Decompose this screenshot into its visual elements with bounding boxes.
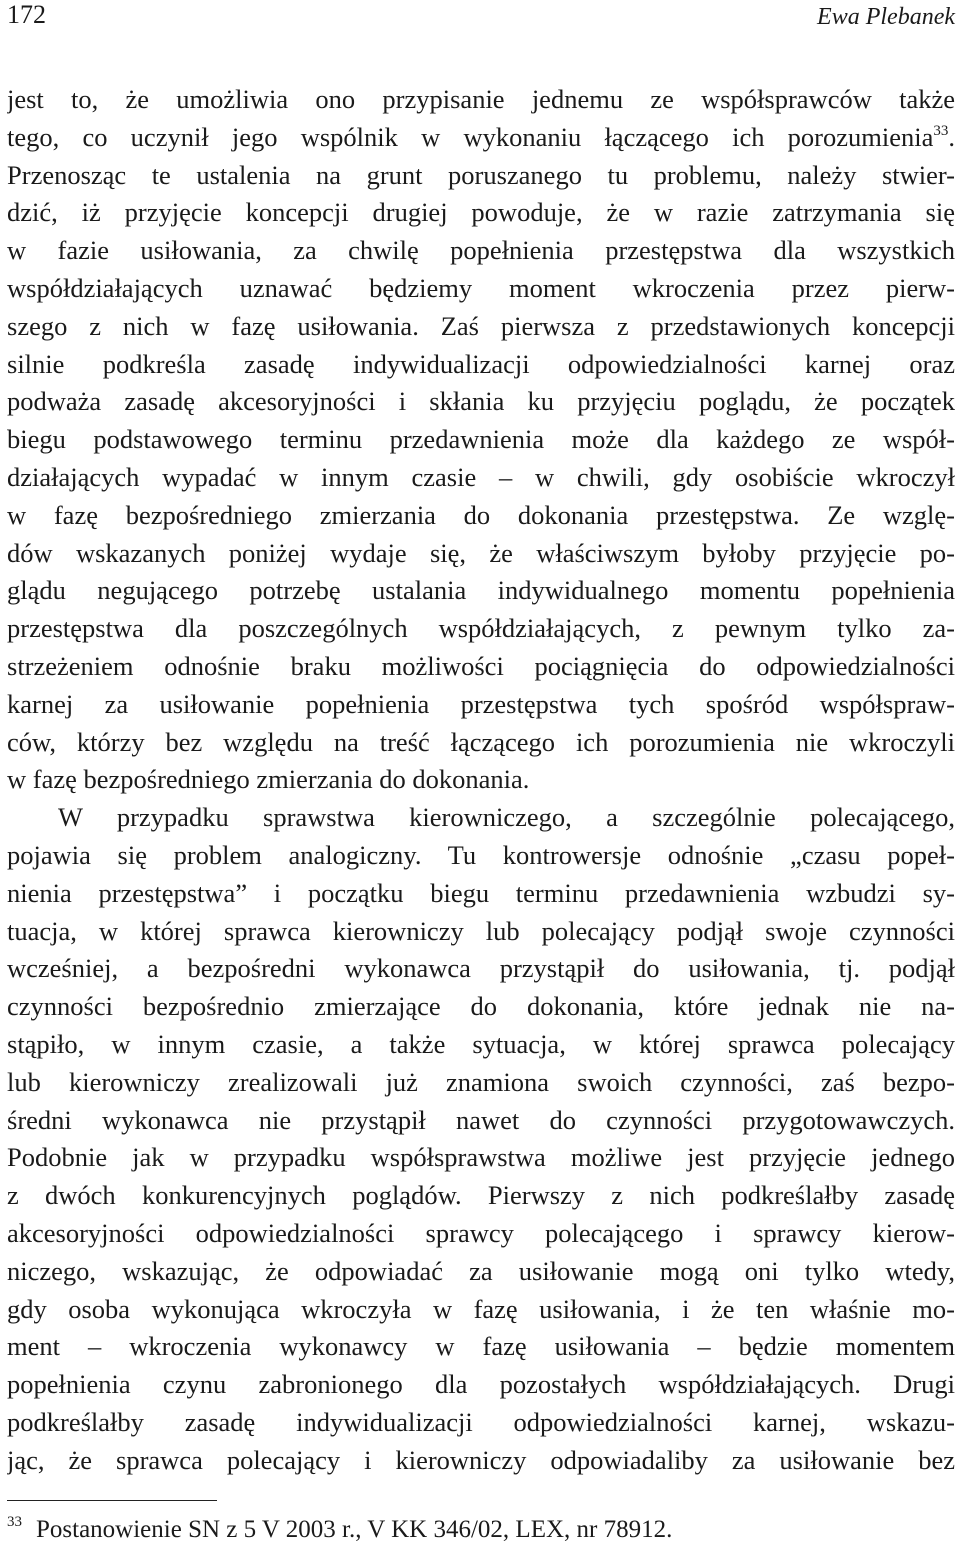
page-number: 172 [7,0,46,29]
text-line: silnie podkreśla zasadę indywidualizacji odpowiedzialności karnej oraz [7,348,955,379]
text-line: jąc, że sprawca polecający i kierowniczy odpowiadaliby za usiłowanie bez [7,1444,955,1475]
text-line: ców, którzy bez względu na treść łączącego ich porozumienia nie wkroczyli [7,726,955,757]
text-line-content: tego, co uczynił jego wspólnik w wykonaniu łączącego ich porozumienia [7,121,934,152]
text-line: gdy osoba wykonująca wkroczyła w fazę usiłowania, i że ten właśnie mo- [7,1293,955,1324]
text-line [7,119,955,157]
text-line: ment – wkroczenia wykonawcy w fazę usiłowania – będzie momentem [7,1331,955,1362]
running-head-author: Ewa Plebanek [817,4,955,30]
text-line: czynności bezpośrednio zmierzające do dokonania, które jednak nie na- [7,991,955,1022]
text-line: glądu negującego potrzebę ustalania indywidualnego momentu popełnienia [7,575,955,606]
text-line: Podobnie jak w przypadku współsprawstwa możliwe jest przyjęcie jednego [7,1142,955,1173]
text-line: wcześniej, a bezpośredni wykonawca przystąpił do usiłowania, tj. podjął [7,953,955,984]
text-line: stąpiło, w innym czasie, a także sytuacja, w której sprawca polecający [7,1028,955,1059]
text-line: podważa zasadę akcesoryjności i skłania ku przyjęciu poglądu, że początek [7,386,955,417]
text-line: strzeżeniem odnośnie braku możliwości pociągnięcia do odpowiedzialności [7,650,955,681]
text-line: w fazę bezpośredniego zmierzania do dokonania przestępstwa. Ze wzglę- [7,499,955,530]
text-line: dów wskazanych poniżej wydaje się, że właściwszym byłoby przyjęcie po- [7,537,955,568]
text-line: akcesoryjności odpowiedzialności sprawcy polecającego i sprawcy kierow- [7,1217,955,1248]
footnote-ref-suffix: . [948,121,955,152]
text-line: biegu podstawowego terminu przedawnienia może dla każdego ze współ- [7,424,955,455]
footnote-rule [7,1500,217,1501]
text-line: przestępstwa dla poszczególnych współdziałających, z pewnym tylko za- [7,613,955,644]
text-line: niczego, wskazując, że odpowiadać za usiłowanie mogą oni tylko wtedy, [7,1255,955,1286]
text-line: nienia przestępstwa” i początku biegu terminu przedawnienia wzbudzi sy- [7,877,955,908]
footnote-text: Postanowienie SN z 5 V 2003 r., V KK 346/02, LEX, nr 78912. [36,1516,673,1543]
footnote [7,1515,672,1545]
text-line: w fazę bezpośredniego zmierzania do dokonania. [7,764,530,795]
text-line: karnej za usiłowanie popełnienia przestępstwa tych spośród współspraw- [7,688,955,719]
text-line: lub kierowniczy zrealizowali już znamiona swoich czynności, zaś bezpo- [7,1066,955,1097]
text-line: z dwóch konkurencyjnych poglądów. Pierwszy z nich podkreślałby zasadę [7,1180,955,1211]
text-line: popełnienia czynu zabronionego dla pozostałych współdziałających. Drugi [7,1369,955,1400]
footnote-reference: 33 [933,122,949,139]
text-line: tuacja, w której sprawca kierowniczy lub polecający podjął swoje czynności [7,915,955,946]
footnote-number: 33 [7,1514,22,1530]
text-line: pojawia się problem analogiczny. Tu kontrowersje odnośnie „czasu popeł- [7,839,955,870]
text-line: dzić, iż przyjęcie koncepcji drugiej powoduje, że w razie zatrzymania się [7,197,955,228]
text-line: w fazie usiłowania, za chwilę popełnienia przestępstwa dla wszystkich [7,235,955,266]
text-line: Przenosząc te ustalenia na grunt poruszanego tu problemu, należy stwier- [7,159,955,190]
body-text [7,81,955,1479]
text-line: podkreślałby zasadę indywidualizacji odpowiedzialności karnej, wskazu- [7,1406,955,1437]
text-line: W przypadku sprawstwa kierowniczego, a szczególnie polecającego, [58,802,955,833]
text-line: współdziałających uznawać będziemy moment wkroczenia przez pierw- [7,272,955,303]
text-line: średni wykonawca nie przystąpił nawet do czynności przygotowawczych. [7,1104,955,1135]
text-line: działających wypadać w innym czasie – w chwili, gdy osobiście wkroczył [7,461,955,492]
text-line: szego z nich w fazę usiłowania. Zaś pierwsza z przedstawionych koncepcji [7,310,955,341]
text-line: jest to, że umożliwia ono przypisanie jednemu ze współsprawców także [7,84,955,114]
